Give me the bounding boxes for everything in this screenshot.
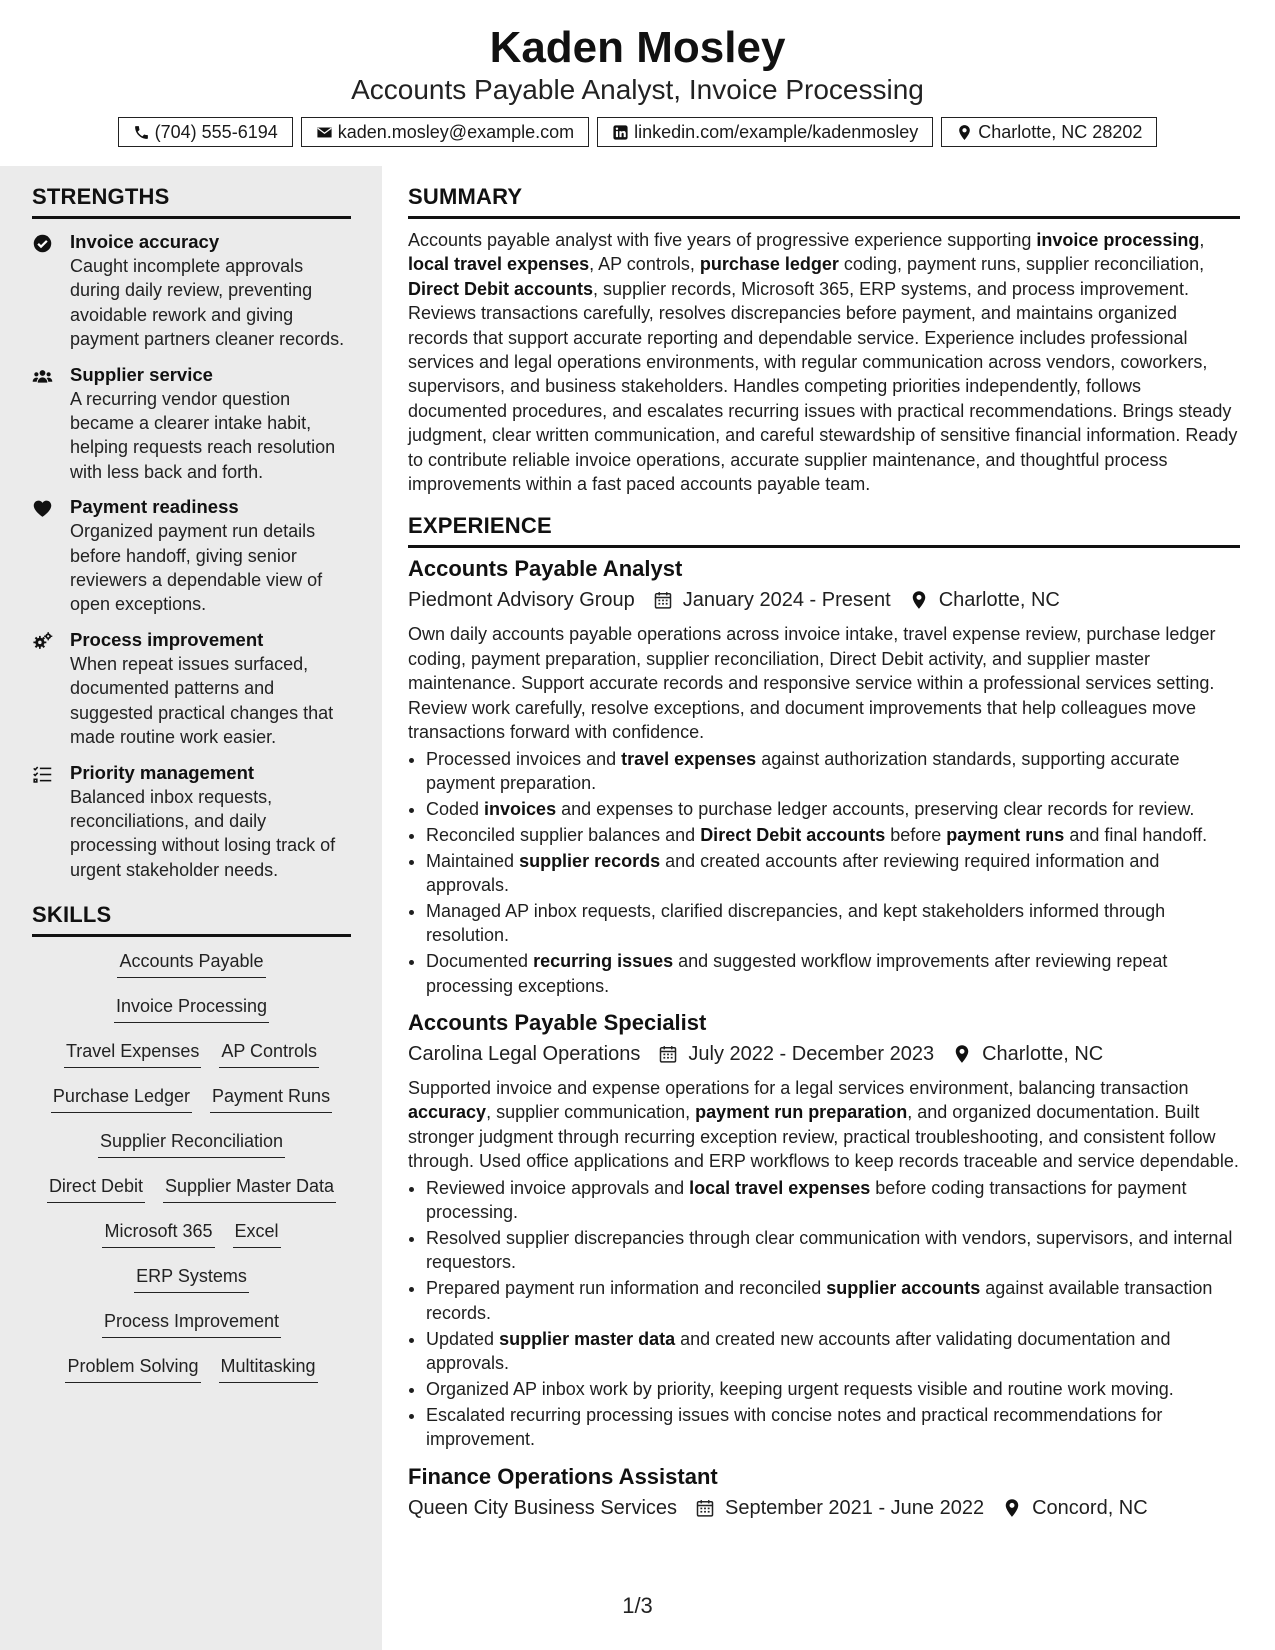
strengths-heading: STRENGTHS bbox=[32, 184, 351, 219]
map-pin-icon bbox=[909, 590, 929, 610]
calendar-icon bbox=[658, 1044, 678, 1064]
email-text: kaden.mosley@example.com bbox=[337, 122, 575, 142]
skill-tag: Travel Expenses bbox=[64, 1039, 201, 1068]
job-bullet bbox=[426, 1403, 1240, 1452]
bullet-text: Escalated recurring processing issues with concise notes and practical recommendations for improvement. bbox=[426, 1404, 1163, 1450]
bullet-text: Organized AP inbox work by priority, keeping urgent requests visible and routine work moving. bbox=[426, 1378, 1174, 1399]
bullet-emphasis: payment runs bbox=[946, 824, 1065, 845]
bullet-text: before bbox=[885, 824, 947, 845]
job-company: Queen City Business Services bbox=[408, 1496, 678, 1519]
bullet-text: Maintained bbox=[426, 850, 520, 871]
sidebar bbox=[0, 166, 382, 1650]
bullet-emphasis: Direct Debit accounts bbox=[700, 824, 886, 845]
map-pin-icon bbox=[956, 124, 973, 141]
job-description-text: Supported invoice and expense operations for a legal services environment, balancing transaction bbox=[408, 1078, 1189, 1099]
contact-location[interactable] bbox=[941, 117, 1157, 147]
job-bullet bbox=[426, 823, 1240, 847]
job-bullet bbox=[426, 899, 1240, 948]
skill-tag: Supplier Reconciliation bbox=[98, 1129, 285, 1158]
contact-email[interactable] bbox=[301, 117, 589, 147]
strength-desc: Organized payment run details before handoff, giving senior reviewers a dependable view of open exceptions. bbox=[70, 521, 323, 615]
bullet-text: and suggested workflow improvements after reviewing repeat processing exceptions. bbox=[426, 951, 1168, 996]
job-location: Charlotte, NC bbox=[938, 589, 1060, 612]
job-entry bbox=[408, 1008, 1240, 1452]
bullet-text: Processed invoices and bbox=[426, 748, 622, 769]
skill-row bbox=[32, 994, 351, 1039]
skill-tag: Invoice Processing bbox=[114, 994, 269, 1023]
job-company: Carolina Legal Operations bbox=[408, 1043, 641, 1066]
job-bullet bbox=[426, 1276, 1240, 1325]
job-dates: January 2024 - Present bbox=[682, 589, 891, 612]
summary-paragraph bbox=[408, 228, 1240, 496]
job-description-text: , and organized documentation. Built stronger judgment through recurring exception review, practical troubleshooting, and consistent follow through. Used office applications and ERP workflows to keep records traceable and service dependable. bbox=[408, 1102, 1239, 1172]
skill-row bbox=[32, 1354, 351, 1399]
summary-text: coding, payment runs, supplier reconciliation, bbox=[838, 254, 1205, 275]
job-meta bbox=[408, 586, 1240, 614]
job-description-emphasis: accuracy bbox=[408, 1102, 487, 1123]
phone-text: (704) 555-6194 bbox=[154, 122, 278, 142]
job-location: Charlotte, NC bbox=[982, 1043, 1104, 1066]
gears-icon bbox=[32, 631, 53, 652]
resume-header bbox=[0, 0, 1275, 166]
skill-row bbox=[32, 1039, 351, 1084]
heart-icon bbox=[32, 498, 53, 519]
calendar-icon bbox=[653, 590, 673, 610]
job-bullet bbox=[426, 797, 1240, 821]
contact-bar bbox=[0, 117, 1275, 147]
page-number bbox=[0, 1593, 1275, 1619]
map-pin-icon bbox=[1002, 1498, 1022, 1518]
skill-tag: ERP Systems bbox=[134, 1264, 249, 1293]
bullet-text: and created new accounts after validating documentation and approvals. bbox=[426, 1328, 1171, 1374]
bullet-emphasis: supplier master data bbox=[499, 1328, 676, 1349]
strength-title: Payment readiness bbox=[70, 496, 239, 518]
bullet-emphasis: supplier records bbox=[519, 850, 661, 871]
strength-title: Process improvement bbox=[70, 628, 264, 650]
candidate-name: Kaden Mosley bbox=[489, 23, 786, 72]
skill-tag: Payment Runs bbox=[210, 1084, 332, 1113]
bullet-text: Updated bbox=[426, 1328, 500, 1349]
contact-phone[interactable] bbox=[118, 117, 293, 147]
skill-tag: Direct Debit bbox=[47, 1174, 145, 1203]
job-description bbox=[408, 1076, 1240, 1174]
strength-item bbox=[32, 363, 351, 485]
bullet-text: Prepared payment run information and reconciled bbox=[426, 1278, 827, 1299]
strength-item bbox=[32, 761, 351, 883]
job-description-text: , supplier communication, bbox=[486, 1102, 696, 1123]
envelope-icon bbox=[316, 124, 333, 141]
bullet-text: before coding transactions for payment processing. bbox=[426, 1177, 1187, 1223]
bullet-emphasis: supplier accounts bbox=[826, 1278, 981, 1299]
calendar-icon bbox=[695, 1498, 715, 1518]
skill-row bbox=[32, 1129, 351, 1174]
skill-tag: Problem Solving bbox=[65, 1354, 200, 1383]
job-company: Piedmont Advisory Group bbox=[408, 589, 635, 612]
skill-row bbox=[32, 1264, 351, 1309]
job-location: Concord, NC bbox=[1032, 1496, 1148, 1519]
skill-row bbox=[32, 1084, 351, 1129]
job-title: Finance Operations Assistant bbox=[408, 1463, 718, 1489]
skill-row bbox=[32, 1219, 351, 1264]
job-description-emphasis: payment run preparation bbox=[695, 1102, 908, 1123]
skills-list bbox=[32, 949, 351, 1399]
experience-list bbox=[408, 554, 1240, 1521]
job-meta bbox=[408, 1494, 1240, 1522]
bullet-text: Coded bbox=[426, 798, 485, 819]
experience-heading: EXPERIENCE bbox=[408, 513, 1240, 548]
linkedin-icon bbox=[612, 124, 629, 141]
skill-tag: Accounts Payable bbox=[117, 949, 265, 978]
bullet-text: Reviewed invoice approvals and bbox=[426, 1177, 690, 1198]
job-dates: July 2022 - December 2023 bbox=[688, 1043, 935, 1066]
bullet-text: Documented bbox=[426, 951, 534, 972]
job-title: Accounts Payable Specialist bbox=[408, 1010, 707, 1036]
skill-tag: Supplier Master Data bbox=[163, 1174, 336, 1203]
skill-row bbox=[32, 949, 351, 994]
strength-title: Supplier service bbox=[70, 363, 213, 385]
job-description-text: Own daily accounts payable operations across invoice intake, travel expense review, purchase ledger coding, payment preparation, supplier reconciliation, Direct Debit activity, and supplier master maintenance. Support accurate records and responsive service within a professional services setting. Review work carefully, resolve exceptions, and document improvements that help colleagues move transactions forward with confidence. bbox=[408, 624, 1216, 743]
page-number-text: 1/3 bbox=[622, 1593, 653, 1618]
candidate-role: Accounts Payable Analyst, Invoice Processing bbox=[351, 74, 924, 105]
skill-tag: Purchase Ledger bbox=[51, 1084, 192, 1113]
bullet-text: and final handoff. bbox=[1064, 824, 1208, 845]
skill-row bbox=[32, 1174, 351, 1219]
job-bullet bbox=[426, 747, 1240, 796]
location-text: Charlotte, NC 28202 bbox=[978, 122, 1143, 142]
users-icon bbox=[32, 366, 53, 387]
bullet-text: Managed AP inbox requests, clarified discrepancies, and kept stakeholders informed through resolution. bbox=[426, 900, 1166, 946]
job-bullet bbox=[426, 949, 1240, 998]
strength-item bbox=[32, 230, 351, 352]
summary-emphasis: purchase ledger bbox=[699, 254, 839, 275]
job-description bbox=[408, 622, 1240, 744]
strength-item bbox=[32, 628, 351, 750]
skill-tag: Multitasking bbox=[219, 1354, 318, 1383]
skill-tag: Excel bbox=[233, 1219, 281, 1248]
bullet-text: Reconciled supplier balances and bbox=[426, 824, 701, 845]
summary-heading: SUMMARY bbox=[408, 184, 1240, 219]
phone-icon bbox=[133, 124, 150, 141]
summary-text: , AP controls, bbox=[589, 254, 700, 275]
summary-text: , supplier records, Microsoft 365, ERP systems, and process improvement. Reviews transactions carefully, resolves discrepancies before payment, and maintains organized records that support accurate reporting and dependable service. Experience includes professional services and legal operations environments, with regular communication across vendors, coworkers, supervisors, and business stakeholders. Handles competing priorities independently, follows documented procedures, and escalates recurring issues with practical recommendations. Brings steady judgment, clear written communication, and careful stewardship of sensitive financial information. Ready to contribute reliable invoice operations, accurate supplier maintenance, and thoughtful process improvements within a fast paced accounts payable team. bbox=[408, 278, 1238, 495]
contact-linkedin[interactable] bbox=[597, 117, 933, 147]
strength-desc: When repeat issues surfaced, documented patterns and suggested practical changes that made routine work easier. bbox=[70, 653, 334, 748]
job-bullet bbox=[426, 1377, 1240, 1401]
summary-text: Accounts payable analyst with five years of progressive experience supporting bbox=[408, 230, 1037, 250]
strength-desc: Balanced inbox requests, reconciliations, and daily processing without losing track of urgent stakeholder needs. bbox=[70, 786, 336, 880]
bullet-text: and created accounts after reviewing required information and approvals. bbox=[426, 850, 1160, 896]
job-bullets bbox=[408, 747, 1240, 999]
bullet-emphasis: travel expenses bbox=[621, 748, 757, 769]
job-bullet bbox=[426, 1176, 1240, 1225]
skill-tag: Microsoft 365 bbox=[102, 1219, 214, 1248]
job-bullet bbox=[426, 849, 1240, 898]
skill-tag: Process Improvement bbox=[102, 1309, 281, 1338]
bullet-emphasis: local travel expenses bbox=[689, 1177, 871, 1198]
job-title: Accounts Payable Analyst bbox=[408, 556, 683, 582]
strengths-list bbox=[32, 230, 351, 882]
bullet-text: against available transaction records. bbox=[426, 1278, 1213, 1323]
main-content bbox=[408, 166, 1240, 1522]
summary-text: , bbox=[1199, 230, 1205, 250]
linkedin-text: linkedin.com/example/kadenmosley bbox=[634, 122, 919, 142]
job-dates: September 2021 - June 2022 bbox=[725, 1496, 985, 1519]
skill-row bbox=[32, 1309, 351, 1354]
task-list-icon bbox=[32, 764, 53, 785]
bullet-text: against authorization standards, supporting accurate payment preparation. bbox=[426, 748, 1180, 793]
bullet-text: and expenses to purchase ledger accounts, preserving clear records for review. bbox=[556, 798, 1195, 819]
skills-heading: SKILLS bbox=[32, 902, 351, 937]
bullet-emphasis: recurring issues bbox=[533, 951, 674, 972]
map-pin-icon bbox=[952, 1044, 972, 1064]
strength-desc: Caught incomplete approvals during daily review, preventing avoidable rework and giving payment partners cleaner records. bbox=[70, 256, 345, 350]
job-meta bbox=[408, 1040, 1240, 1068]
summary-emphasis: invoice processing bbox=[1036, 230, 1200, 250]
strength-desc: A recurring vendor question became a clearer intake habit, helping requests reach resolution with less back and forth. bbox=[70, 388, 336, 482]
summary-emphasis: Direct Debit accounts bbox=[408, 278, 594, 299]
bullet-emphasis: invoices bbox=[484, 798, 557, 819]
bullet-text: Resolved supplier discrepancies through clear communication with vendors, supervisors, and internal requestors. bbox=[426, 1228, 1233, 1273]
strength-item bbox=[32, 495, 351, 617]
strength-title: Invoice accuracy bbox=[70, 231, 220, 252]
strength-title: Priority management bbox=[70, 761, 255, 783]
job-bullet bbox=[426, 1226, 1240, 1275]
job-bullets bbox=[408, 1176, 1240, 1452]
job-bullet bbox=[426, 1327, 1240, 1376]
job-entry bbox=[408, 1462, 1240, 1522]
job-entry bbox=[408, 554, 1240, 998]
summary-emphasis: local travel expenses bbox=[408, 254, 590, 275]
skill-tag: AP Controls bbox=[219, 1039, 319, 1068]
check-circle-icon bbox=[32, 233, 53, 254]
